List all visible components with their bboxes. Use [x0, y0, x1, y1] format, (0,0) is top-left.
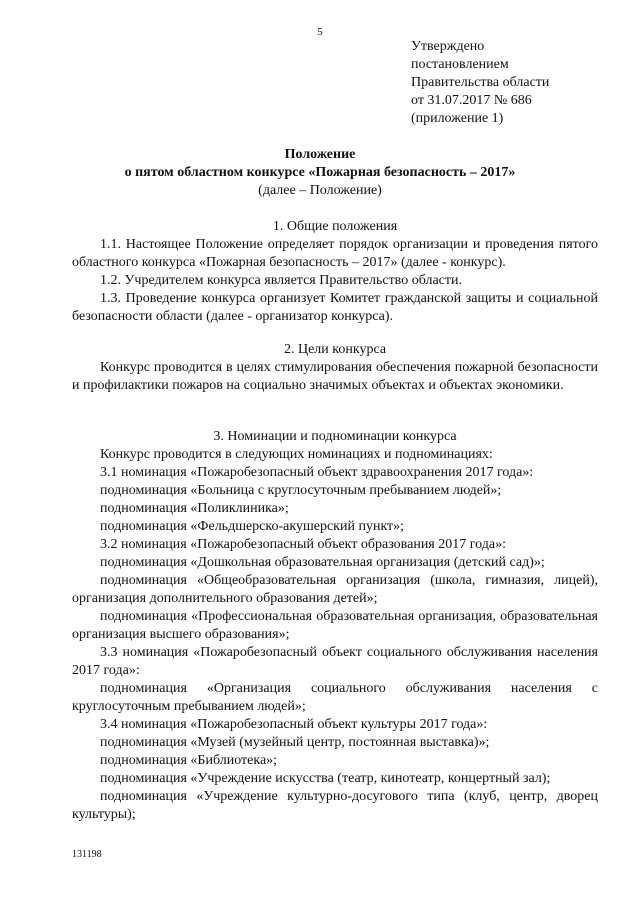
list-item: подноминация «Музей (музейный центр, постоянная выставка)»;	[100, 735, 490, 750]
paragraph: Конкурс проводится в целях стимулирования обеспечения пожарной безопасности и профилактики пожаров на социально значимых объектах и объектах экономики.	[72, 360, 598, 393]
section-goals	[72, 341, 598, 395]
approval-line: Утверждено	[411, 39, 485, 54]
approval-line: Правительства области	[411, 75, 550, 90]
list-item: подноминация «Больница с круглосуточным пребыванием людей»;	[100, 483, 502, 498]
list-item: 3.3 номинация «Пожаробезопасный объект социального обслуживания населения 2017 года»:	[72, 645, 598, 678]
section-heading: 1. Общие положения	[272, 219, 398, 234]
footer-code: 131198	[72, 849, 102, 860]
section-general	[72, 218, 598, 326]
section-heading: 2. Цели конкурса	[283, 342, 387, 357]
page-number: 5	[317, 26, 323, 38]
document-title	[0, 146, 640, 200]
list-item: подноминация «Общеобразовательная организация (школа, гимназия, лицей), организация дополнительного образования детей»;	[72, 573, 598, 606]
list-item: подноминация «Учреждение искусства (театр, кинотеатр, концертный зал);	[100, 771, 551, 786]
list-item: подноминация «Профессиональная образовательная организация, образовательная организация высшего образования»;	[72, 609, 598, 642]
list-item: 3.1 номинация «Пожаробезопасный объект здравоохранения 2017 года»:	[100, 465, 534, 480]
list-item: Конкурс проводится в следующих номинациях и подноминациях:	[100, 447, 493, 462]
approval-line: от 31.07.2017 № 686	[411, 93, 532, 108]
title-line: о пятом областном конкурсе «Пожарная безопасность – 2017»	[124, 165, 516, 180]
approval-line: (приложение 1)	[411, 111, 504, 126]
list-item: подноминация «Библиотека»;	[100, 753, 278, 768]
paragraph: 1.3. Проведение конкурса организует Комитет гражданской защиты и социальной безопасности области (далее - организатор конкурса).	[72, 291, 598, 324]
list-item: подноминация «Дошкольная образовательная организация (детский сад)»;	[100, 555, 545, 570]
title-line: (далее – Положение)	[258, 183, 382, 198]
list-item: подноминация «Учреждение культурно-досугового типа (клуб, центр, дворец культуры);	[72, 789, 598, 822]
list-item: подноминация «Фельдшерско-акушерский пункт»;	[100, 519, 405, 534]
approval-stamp	[411, 38, 549, 128]
section-nominations	[72, 428, 598, 824]
list-item: подноминация «Организация социального обслуживания населения с круглосуточным пребыванием людей»;	[72, 681, 598, 714]
list-item: подноминация «Поликлиника»;	[100, 501, 289, 516]
list-item: 3.4 номинация «Пожаробезопасный объект культуры 2017 года»:	[100, 717, 488, 732]
paragraph: 1.2. Учредителем конкурса является Правительство области.	[100, 273, 462, 288]
paragraph: 1.1. Настоящее Положение определяет порядок организации и проведения пятого областного конкурса «Пожарная безопасность – 2017» (далее - конкурс).	[72, 237, 598, 270]
list-item: 3.2 номинация «Пожаробезопасный объект образования 2017 года»:	[100, 537, 506, 552]
section-heading: 3. Номинации и подноминации конкурса	[213, 429, 457, 444]
approval-line: постановлением	[411, 57, 509, 72]
title-line: Положение	[284, 147, 356, 162]
